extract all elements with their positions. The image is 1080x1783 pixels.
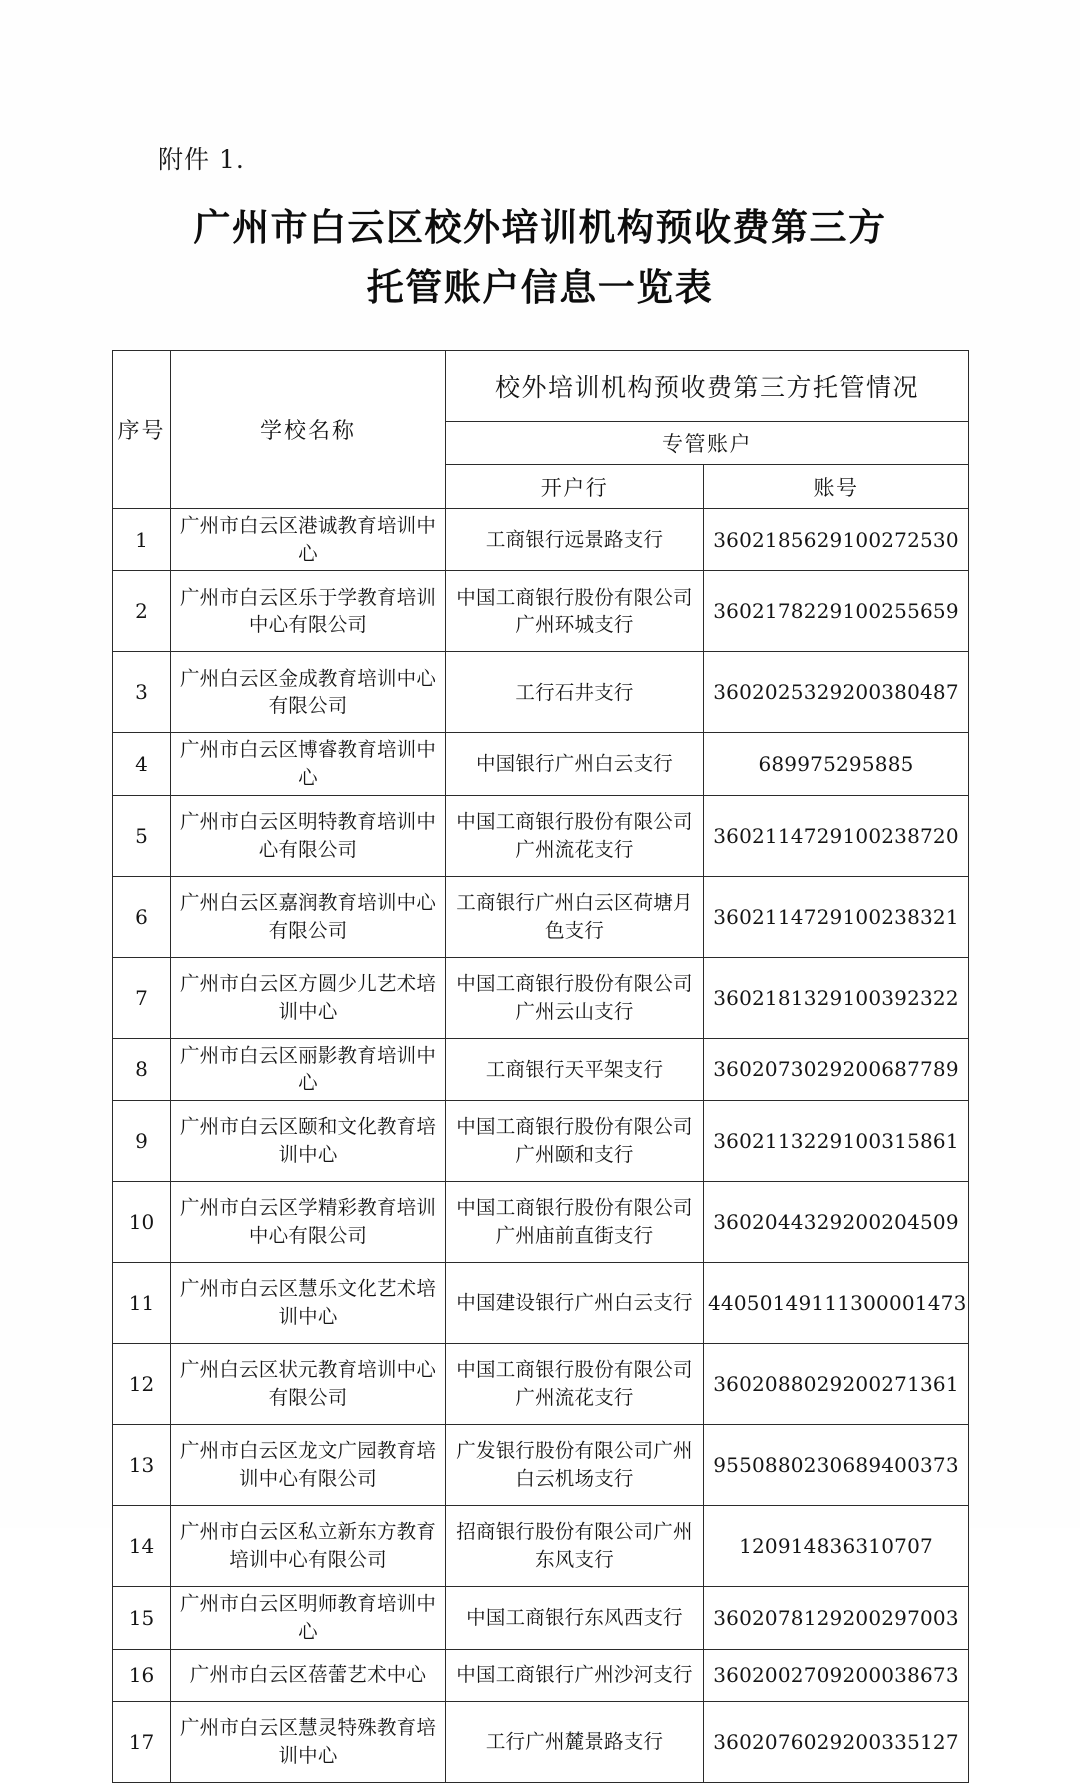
attachment-label: 附件 1. — [158, 145, 245, 174]
column-header-account-number: 账号 — [704, 465, 969, 509]
column-header-bank: 开户行 — [446, 465, 704, 509]
table-row — [113, 957, 969, 1038]
cell-sequence: 5 — [113, 795, 171, 876]
table-row — [113, 1506, 969, 1587]
table-row — [113, 1038, 969, 1100]
table-row — [113, 1101, 969, 1182]
cell-sequence: 9 — [113, 1101, 171, 1182]
table-row — [113, 1182, 969, 1263]
table-row — [113, 652, 969, 733]
table-row — [113, 1344, 969, 1425]
cell-bank: 工商银行远景路支行 — [446, 509, 704, 571]
cell-school-name: 广州白云区状元教育培训中心有限公司 — [171, 1344, 446, 1425]
cell-sequence: 12 — [113, 1344, 171, 1425]
cell-school-name: 广州市白云区明特教育培训中心有限公司 — [171, 795, 446, 876]
cell-account-number: 3602044329200204509 — [704, 1182, 969, 1263]
cell-account-number: 3602025329200380487 — [704, 652, 969, 733]
cell-bank: 中国银行广州白云支行 — [446, 733, 704, 795]
cell-account-number: 3602114729100238720 — [704, 795, 969, 876]
cell-sequence: 14 — [113, 1506, 171, 1587]
cell-school-name: 广州市白云区蓓蕾艺术中心 — [171, 1649, 446, 1701]
table-row — [113, 1263, 969, 1344]
cell-account-number: 3602181329100392322 — [704, 957, 969, 1038]
table-row — [113, 1649, 969, 1701]
cell-sequence: 8 — [113, 1038, 171, 1100]
cell-bank: 中国工商银行东风西支行 — [446, 1587, 704, 1649]
table-row — [113, 1587, 969, 1649]
cell-bank: 中国工商银行股份有限公司广州流花支行 — [446, 795, 704, 876]
cell-sequence: 17 — [113, 1701, 171, 1782]
cell-sequence: 2 — [113, 571, 171, 652]
cell-account-number: 3602078129200297003 — [704, 1587, 969, 1649]
page-title-line-1: 广州市白云区校外培训机构预收费第三方 — [193, 205, 887, 249]
cell-bank: 工商银行广州白云区荷塘月色支行 — [446, 876, 704, 957]
cell-account-number: 44050149111300001473 — [704, 1263, 969, 1344]
table-row — [113, 876, 969, 957]
table-row — [113, 509, 969, 571]
column-header-school-name: 学校名称 — [171, 351, 446, 509]
cell-bank: 工商银行天平架支行 — [446, 1038, 704, 1100]
table-head — [113, 351, 969, 509]
cell-sequence: 6 — [113, 876, 171, 957]
cell-bank: 中国工商银行股份有限公司广州环城支行 — [446, 571, 704, 652]
table-body — [113, 509, 969, 1783]
cell-account-number: 3602088029200271361 — [704, 1344, 969, 1425]
cell-account-number: 3602076029200335127 — [704, 1701, 969, 1782]
cell-school-name: 广州白云区金成教育培训中心有限公司 — [171, 652, 446, 733]
page-title — [112, 198, 968, 318]
cell-bank: 工行广州麓景路支行 — [446, 1701, 704, 1782]
cell-school-name: 广州市白云区慧乐文化艺术培训中心 — [171, 1263, 446, 1344]
cell-sequence: 7 — [113, 957, 171, 1038]
column-header-escrow-group: 校外培训机构预收费第三方托管情况 — [446, 351, 969, 422]
account-table-container — [112, 350, 968, 1783]
cell-account-number: 3602114729100238321 — [704, 876, 969, 957]
cell-bank: 中国工商银行股份有限公司广州颐和支行 — [446, 1101, 704, 1182]
cell-school-name: 广州市白云区港诚教育培训中心 — [171, 509, 446, 571]
column-header-dedicated-account: 专管账户 — [446, 422, 969, 465]
cell-bank: 招商银行股份有限公司广州东风支行 — [446, 1506, 704, 1587]
cell-account-number: 120914836310707 — [704, 1506, 969, 1587]
table-row — [113, 1701, 969, 1782]
cell-sequence: 4 — [113, 733, 171, 795]
cell-school-name: 广州市白云区慧灵特殊教育培训中心 — [171, 1701, 446, 1782]
table-row — [113, 795, 969, 876]
cell-bank: 广发银行股份有限公司广州白云机场支行 — [446, 1425, 704, 1506]
cell-account-number: 3602113229100315861 — [704, 1101, 969, 1182]
cell-bank: 中国工商银行广州沙河支行 — [446, 1649, 704, 1701]
cell-account-number: 689975295885 — [704, 733, 969, 795]
cell-school-name: 广州市白云区明师教育培训中心 — [171, 1587, 446, 1649]
cell-school-name: 广州市白云区乐于学教育培训中心有限公司 — [171, 571, 446, 652]
cell-bank: 中国建设银行广州白云支行 — [446, 1263, 704, 1344]
table-header-row-1 — [113, 351, 969, 422]
cell-school-name: 广州白云区嘉润教育培训中心有限公司 — [171, 876, 446, 957]
cell-school-name: 广州市白云区私立新东方教育培训中心有限公司 — [171, 1506, 446, 1587]
table-row — [113, 571, 969, 652]
cell-sequence: 10 — [113, 1182, 171, 1263]
cell-account-number: 3602178229100255659 — [704, 571, 969, 652]
cell-sequence: 15 — [113, 1587, 171, 1649]
cell-school-name: 广州市白云区颐和文化教育培训中心 — [171, 1101, 446, 1182]
cell-bank: 中国工商银行股份有限公司广州流花支行 — [446, 1344, 704, 1425]
page-title-line-2: 托管账户信息一览表 — [366, 264, 714, 309]
cell-school-name: 广州市白云区学精彩教育培训中心有限公司 — [171, 1182, 446, 1263]
cell-account-number: 3602002709200038673 — [704, 1649, 969, 1701]
column-header-sequence: 序号 — [113, 351, 171, 509]
cell-sequence: 3 — [113, 652, 171, 733]
table-row — [113, 733, 969, 795]
cell-account-number: 3602073029200687789 — [704, 1038, 969, 1100]
table-row — [113, 1425, 969, 1506]
cell-school-name: 广州市白云区龙文广园教育培训中心有限公司 — [171, 1425, 446, 1506]
cell-bank: 中国工商银行股份有限公司广州云山支行 — [446, 957, 704, 1038]
cell-school-name: 广州市白云区方圆少儿艺术培训中心 — [171, 957, 446, 1038]
cell-school-name: 广州市白云区丽影教育培训中心 — [171, 1038, 446, 1100]
cell-school-name: 广州市白云区博睿教育培训中心 — [171, 733, 446, 795]
cell-bank: 工行石井支行 — [446, 652, 704, 733]
cell-account-number: 9550880230689400373 — [704, 1425, 969, 1506]
cell-sequence: 13 — [113, 1425, 171, 1506]
third-party-escrow-account-table — [112, 350, 969, 1783]
cell-sequence: 1 — [113, 509, 171, 571]
cell-sequence: 11 — [113, 1263, 171, 1344]
cell-bank: 中国工商银行股份有限公司广州庙前直街支行 — [446, 1182, 704, 1263]
cell-sequence: 16 — [113, 1649, 171, 1701]
cell-account-number: 3602185629100272530 — [704, 509, 969, 571]
